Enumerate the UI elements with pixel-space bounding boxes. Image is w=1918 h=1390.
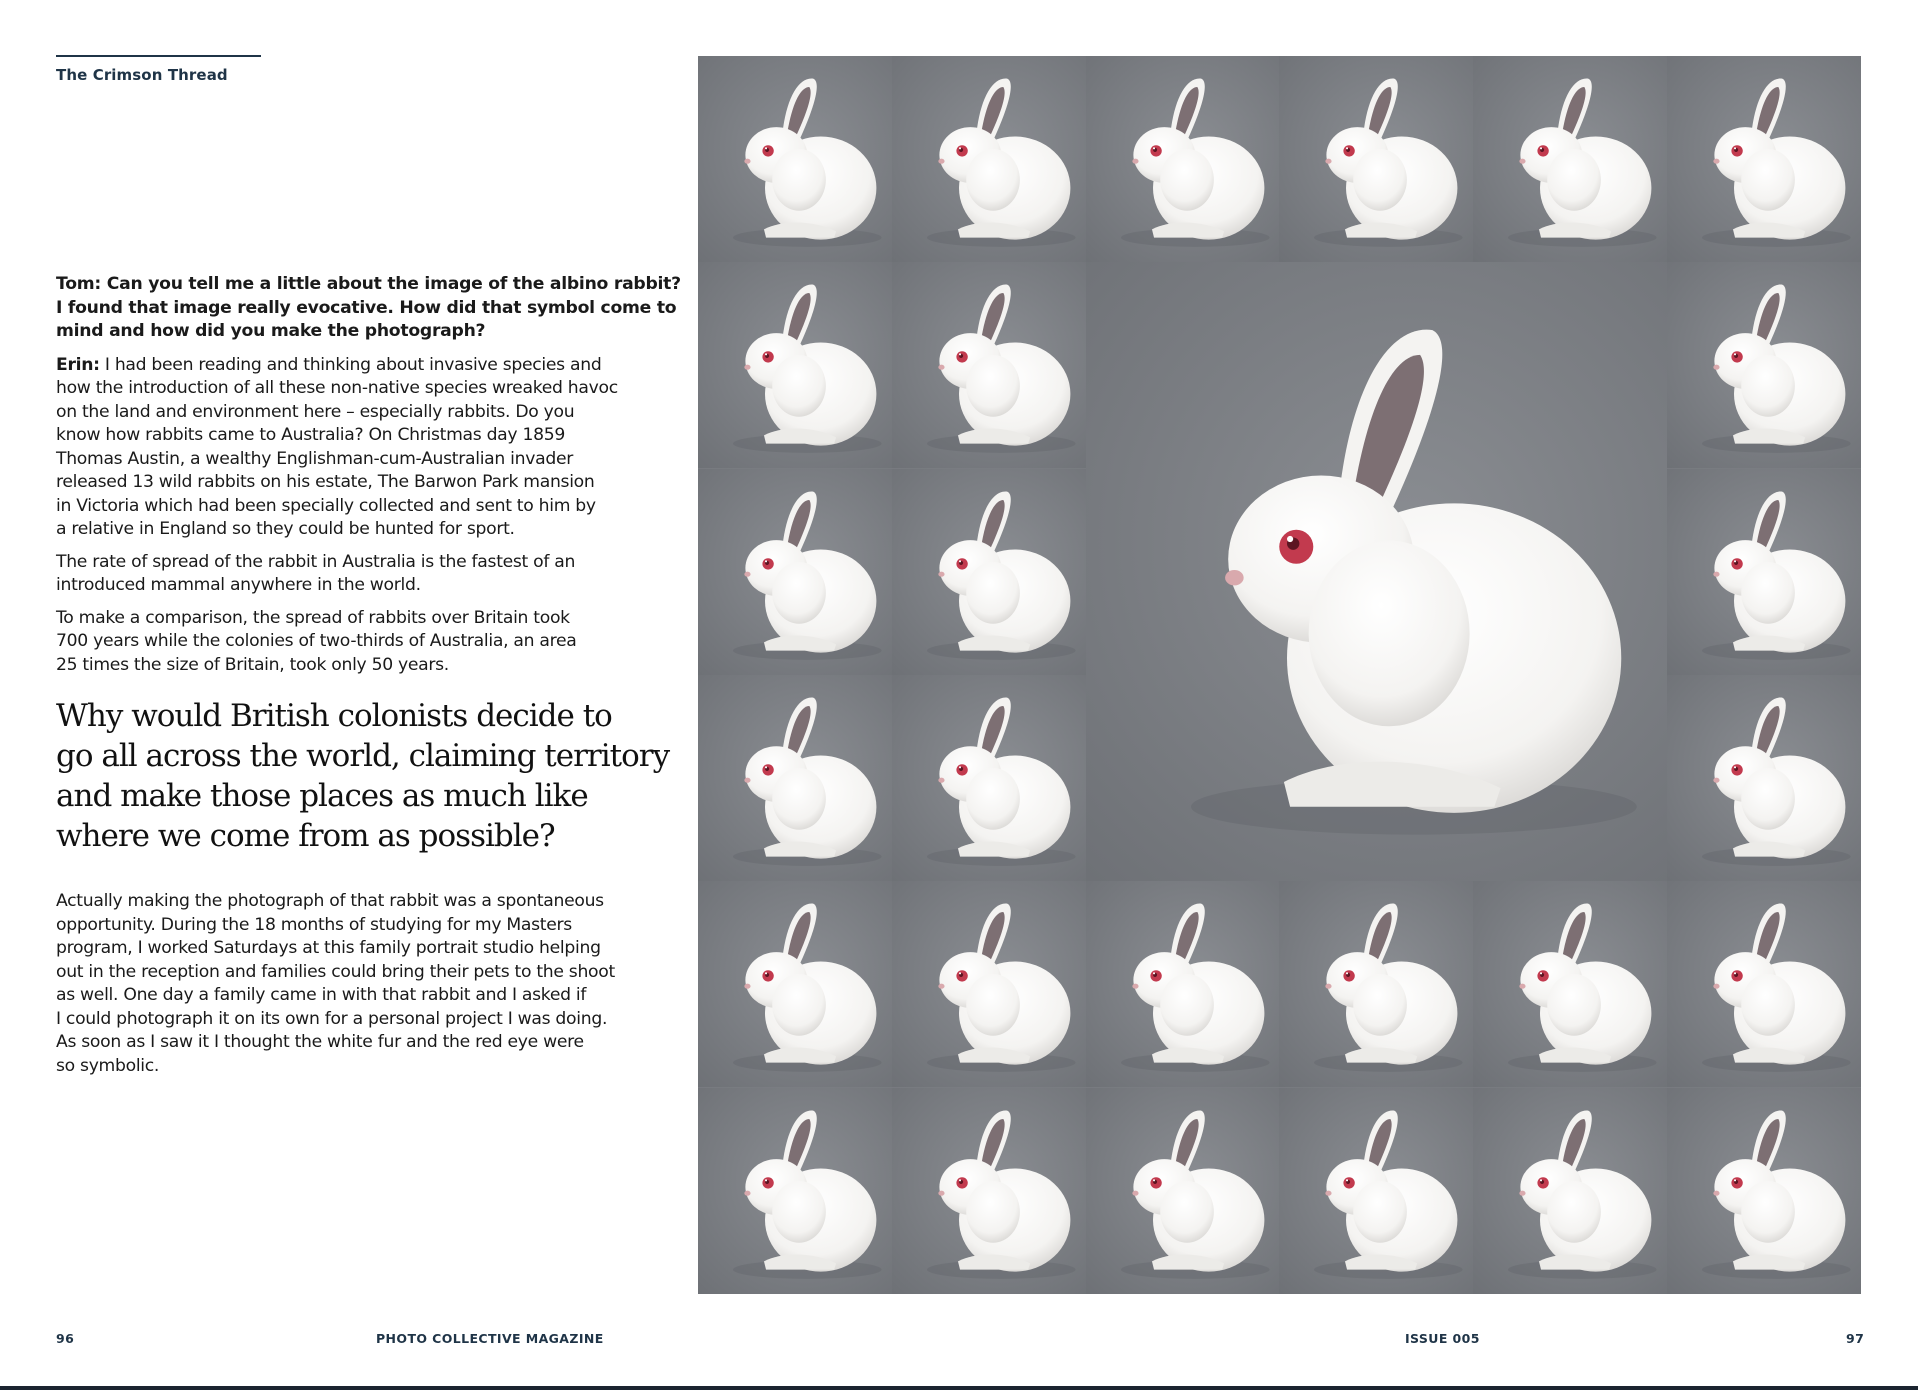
section-rule	[56, 55, 261, 57]
comparison-paragraph	[56, 607, 646, 678]
left-page-number: 96	[56, 1331, 75, 1346]
albino-rabbit-thumbnail	[698, 1088, 892, 1294]
spread-line: The rate of spread of the rabbit in Australia is the fastest of an	[56, 551, 576, 572]
closing-line: As soon as I saw it I thought the white fur and the red eye were	[56, 1032, 584, 1052]
answer-line: know how rabbits came to Australia? On Christmas day 1859	[56, 425, 565, 445]
albino-rabbit-thumbnail	[698, 56, 892, 262]
albino-rabbit-thumbnail	[1667, 262, 1861, 468]
answer-paragraph	[56, 354, 646, 542]
albino-rabbit-thumbnail	[1667, 881, 1861, 1087]
section-label: The Crimson Thread	[56, 66, 228, 84]
closing-paragraph	[56, 890, 646, 1078]
closing-line: I could photograph it on its own for a personal project I was doing.	[56, 1008, 608, 1029]
article-text	[56, 273, 681, 1087]
albino-rabbit-thumbnail	[892, 469, 1086, 675]
right-page-number: 97	[1846, 1331, 1865, 1346]
answer-line: how the introduction of all these non-native species wreaked havoc	[56, 378, 618, 398]
albino-rabbit-thumbnail	[698, 675, 892, 881]
question-line: I found that image really evocative. How did that symbol come to	[56, 297, 677, 318]
answer-line: Thomas Austin, a wealthy Englishman-cum-Australian invader	[56, 448, 573, 469]
spread-line: introduced mammal anywhere in the world.	[56, 575, 421, 595]
albino-rabbit-thumbnail	[698, 881, 892, 1087]
albino-rabbit-thumbnail	[1667, 56, 1861, 262]
albino-rabbit-thumbnail	[1473, 56, 1667, 262]
albino-rabbit-thumbnail	[1279, 1088, 1473, 1294]
albino-rabbit-thumbnail	[1667, 675, 1861, 881]
publication-name: PHOTO COLLECTIVE MAGAZINE	[376, 1331, 604, 1346]
rabbit-photo-grid	[698, 56, 1861, 1294]
albino-rabbit-thumbnail	[1086, 56, 1280, 262]
albino-rabbit-thumbnail	[698, 469, 892, 675]
pull-quote-line: go all across the world, claiming territory	[56, 738, 670, 774]
closing-line: as well. One day a family came in with that rabbit and I asked if	[56, 985, 587, 1005]
answer-line: in Victoria which had been specially collected and sent to him by	[56, 495, 596, 516]
answer-line: on the land and environment here – especially rabbits. Do you	[56, 401, 575, 422]
question-line: mind and how did you make the photograph?	[56, 321, 486, 341]
albino-rabbit-thumbnail	[1279, 56, 1473, 262]
albino-rabbit-thumbnail	[892, 56, 1086, 262]
spread-paragraph	[56, 551, 646, 598]
comparison-line: 25 times the size of Britain, took only 50 years.	[56, 654, 449, 675]
albino-rabbit-thumbnail	[1473, 1088, 1667, 1294]
pull-quote-line: Why would British colonists decide to	[56, 698, 612, 734]
interview-question	[56, 273, 681, 344]
question-line: Tom: Can you tell me a little about the image of the albino rabbit?	[56, 274, 681, 294]
albino-rabbit-thumbnail	[1667, 1088, 1861, 1294]
comparison-line: To make a comparison, the spread of rabbits over Britain took	[56, 607, 570, 628]
albino-rabbit-thumbnail	[1086, 881, 1280, 1087]
answer-line: released 13 wild rabbits on his estate, The Barwon Park mansion	[56, 472, 595, 492]
answer-line	[56, 354, 646, 378]
pull-quote	[56, 696, 670, 856]
albino-rabbit-thumbnail	[1086, 1088, 1280, 1294]
pull-quote-line: where we come from as possible?	[56, 818, 555, 854]
albino-rabbit-thumbnail	[892, 675, 1086, 881]
albino-rabbit-thumbnail	[892, 262, 1086, 468]
closing-line: program, I worked Saturdays at this family portrait studio helping	[56, 938, 601, 958]
albino-rabbit-thumbnail	[1473, 881, 1667, 1087]
albino-rabbit-thumbnail	[1667, 469, 1861, 675]
albino-rabbit-thumbnail	[1279, 881, 1473, 1087]
closing-line: Actually making the photograph of that rabbit was a spontaneous	[56, 891, 604, 911]
albino-rabbit-thumbnail	[892, 881, 1086, 1087]
closing-line: so symbolic.	[56, 1055, 160, 1076]
issue-number: ISSUE 005	[1405, 1331, 1480, 1346]
albino-rabbit-thumbnail	[892, 1088, 1086, 1294]
closing-line: out in the reception and families could bring their pets to the shoot	[56, 961, 615, 982]
pull-quote-line: and make those places as much like	[56, 778, 588, 814]
answer-first-line: I had been reading and thinking about invasive species and	[99, 354, 602, 375]
comparison-line: 700 years while the colonies of two-thirds of Australia, an area	[56, 631, 577, 651]
albino-rabbit-thumbnail	[698, 262, 892, 468]
answer-line: a relative in England so they could be hunted for sport.	[56, 519, 515, 539]
albino-rabbit-feature-photo	[1086, 262, 1668, 881]
answer-speaker: Erin:	[56, 354, 100, 375]
closing-line: opportunity. During the 18 months of studying for my Masters	[56, 914, 572, 935]
